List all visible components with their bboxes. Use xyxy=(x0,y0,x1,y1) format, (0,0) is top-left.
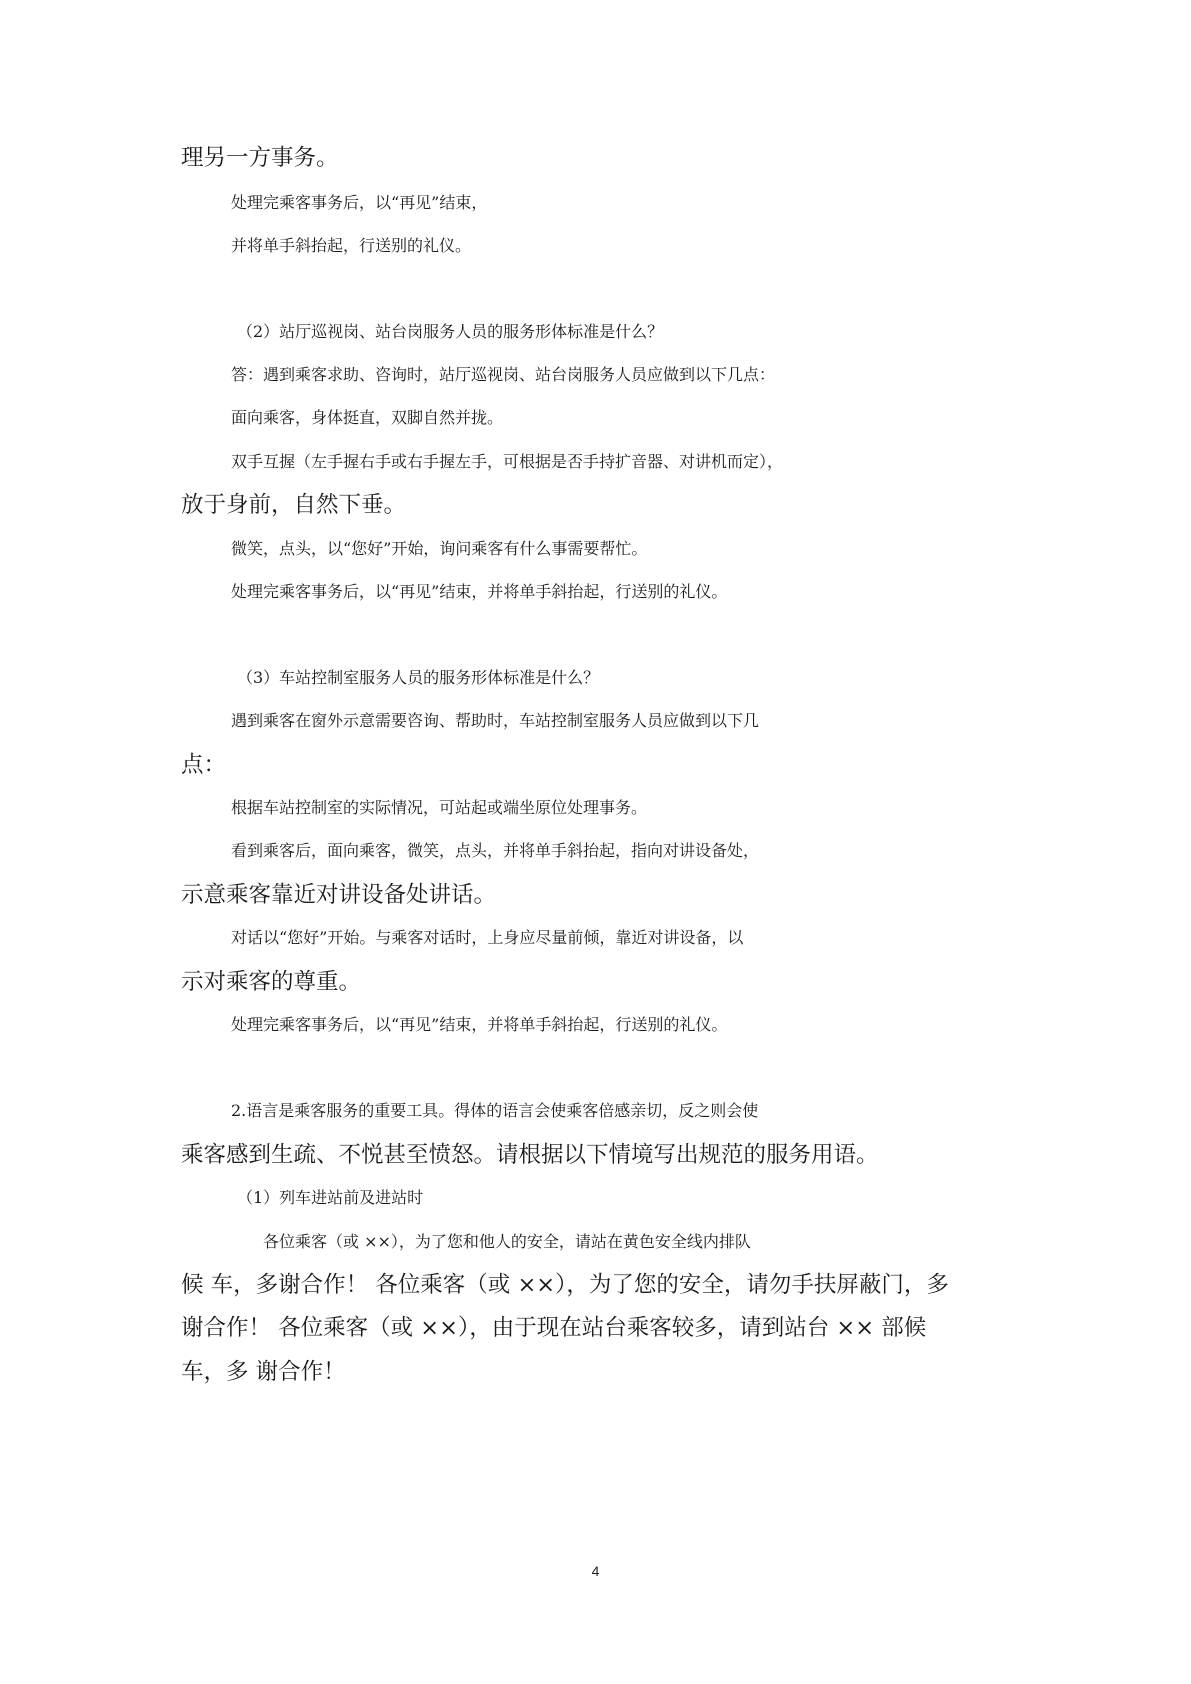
text-line: 谢合作！ 各位乘客（或 ××），由于现在站台乘客较多，请到站台 ×× 部候 xyxy=(181,1315,927,1341)
text-line: 示意乘客靠近对讲设备处讲话。 xyxy=(181,882,497,908)
text-line: 车，多 谢合作！ xyxy=(181,1359,346,1385)
text-line: 处理完乘客事务后，以“再见”结束，并将单手斜抬起，行送别的礼仪。 xyxy=(231,1015,728,1034)
text-line: 示对乘客的尊重。 xyxy=(181,969,362,995)
text-line: 根据车站控制室的实际情况，可站起或端坐原位处理事务。 xyxy=(231,798,648,817)
text-line: 并将单手斜抬起，行送别的礼仪。 xyxy=(231,236,472,255)
question-heading: 2.语言是乘客服务的重要工具。得体的语言会使乘客倍感亲切，反之则会使 xyxy=(231,1101,759,1120)
page-number: 4 xyxy=(591,1563,600,1579)
text-line: 各位乘客（或 ××），为了您和他人的安全，请站在黄色安全线内排队 xyxy=(263,1232,751,1251)
text-line: 微笑，点头，以“您好”开始，询问乘客有什么事需要帮忙。 xyxy=(231,539,648,558)
section-heading: （3）车站控制室服务人员的服务形体标准是什么？ xyxy=(237,668,600,687)
text-line: 乘客感到生疏、不悦甚至愤怒。请根据以下情境写出规范的服务用语。 xyxy=(181,1142,879,1168)
text-line: 处理完乘客事务后，以“再见”结束， xyxy=(231,193,488,212)
text-line: 候 车，多谢合作！ 各位乘客（或 ××），为了您的安全，请勿手扶屏蔽门，多 xyxy=(181,1272,949,1298)
section-heading: （2）站厅巡视岗、站台岗服务人员的服务形体标准是什么？ xyxy=(237,322,664,341)
text-line: 放于身前，自然下垂。 xyxy=(181,492,407,518)
text-line: 双手互握（左手握右手或右手握左手，可根据是否手持扩音器、对讲机而定）， xyxy=(231,452,784,471)
text-line: 点： xyxy=(181,752,227,778)
text-line: 处理完乘客事务后，以“再见”结束，并将单手斜抬起，行送别的礼仪。 xyxy=(231,582,728,601)
text-line: 遇到乘客在窗外示意需要咨询、帮助时，车站控制室服务人员应做到以下几 xyxy=(231,711,760,730)
text-line: 看到乘客后，面向乘客，微笑，点头，并将单手斜抬起，指向对讲设备处， xyxy=(231,841,760,860)
text-line: 面向乘客，身体挺直，双脚自然并拢。 xyxy=(231,408,504,427)
subsection-heading: （1）列车进站前及进站时 xyxy=(237,1188,424,1207)
text-line: 对话以“您好”开始。与乘客对话时，上身应尽量前倾，靠近对讲设备，以 xyxy=(231,928,744,947)
text-line: 理另一方事务。 xyxy=(181,145,339,171)
text-line: 答：遇到乘客求助、咨询时，站厅巡视岗、站台岗服务人员应做到以下几点： xyxy=(231,365,776,384)
